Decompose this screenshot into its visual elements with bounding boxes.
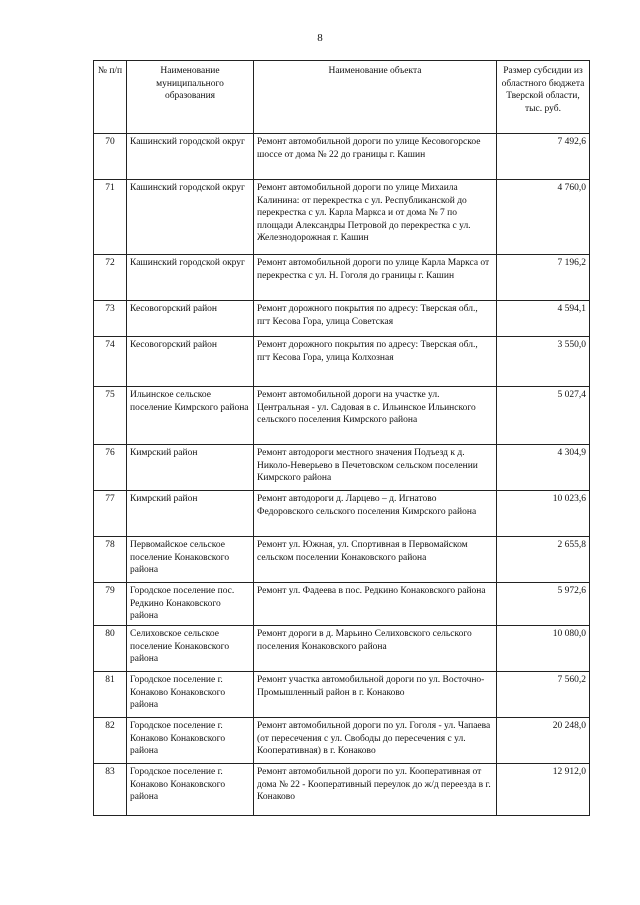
row-number: 77 xyxy=(94,491,127,537)
row-amount: 20 248,0 xyxy=(497,718,590,764)
table-row xyxy=(94,387,590,445)
row-municipality: Первомайское сельское поселение Конаковского района xyxy=(127,537,254,583)
row-municipality: Городское поселение г. Конаково Конаковского района xyxy=(127,764,254,816)
row-object: Ремонт автомобильной дороги по улице Кесовогорское шоссе от дома № 22 до границы г. Кашин xyxy=(254,134,497,180)
table-header xyxy=(94,61,590,134)
table-row xyxy=(94,764,590,816)
row-amount: 7 492,6 xyxy=(497,134,590,180)
row-amount: 5 972,6 xyxy=(497,583,590,626)
row-amount: 5 027,4 xyxy=(497,387,590,445)
row-number: 71 xyxy=(94,180,127,255)
row-number: 74 xyxy=(94,337,127,387)
row-amount: 3 550,0 xyxy=(497,337,590,387)
row-object: Ремонт участка автомобильной дороги по ул. Восточно-Промышленный район в г. Конаково xyxy=(254,672,497,718)
row-number: 70 xyxy=(94,134,127,180)
header-amount: Размер субсидии из областного бюджета Тверской области, тыс. руб. xyxy=(497,61,590,134)
row-municipality: Городское поселение г. Конаково Конаковского района xyxy=(127,672,254,718)
table-row xyxy=(94,337,590,387)
row-object: Ремонт дороги в д. Марьино Селиховского сельского поселения Конаковского района xyxy=(254,626,497,672)
row-number: 82 xyxy=(94,718,127,764)
row-object: Ремонт ул. Южная, ул. Спортивная в Первомайском сельском поселении Конаковского района xyxy=(254,537,497,583)
row-municipality: Кимрский район xyxy=(127,491,254,537)
row-amount: 7 196,2 xyxy=(497,255,590,301)
row-number: 78 xyxy=(94,537,127,583)
row-amount: 10 080,0 xyxy=(497,626,590,672)
row-number: 73 xyxy=(94,301,127,337)
row-municipality: Кашинский городской округ xyxy=(127,255,254,301)
row-municipality: Кимрский район xyxy=(127,445,254,491)
table-body xyxy=(94,134,590,816)
table-row xyxy=(94,626,590,672)
row-amount: 4 594,1 xyxy=(497,301,590,337)
table-row xyxy=(94,672,590,718)
header-number: № п/п xyxy=(94,61,127,134)
table-row xyxy=(94,180,590,255)
row-amount: 10 023,6 xyxy=(497,491,590,537)
row-object: Ремонт автомобильной дороги по улице Михаила Калинина: от перекрестка с ул. Республиканской до перекрестка с ул. Карла Маркса и от дома № 7 по площади Александры Петровой до перекрестка с ул. Железнодорожная г. Кашин xyxy=(254,180,497,255)
header-row xyxy=(94,61,590,134)
header-object: Наименование объекта xyxy=(254,61,497,134)
row-object: Ремонт автодороги д. Ларцево – д. Игнатово Федоровского сельского поселения Кимрского района xyxy=(254,491,497,537)
row-number: 79 xyxy=(94,583,127,626)
row-number: 76 xyxy=(94,445,127,491)
row-municipality: Кесовогорский район xyxy=(127,301,254,337)
table-row xyxy=(94,134,590,180)
table-row xyxy=(94,491,590,537)
table-row xyxy=(94,255,590,301)
row-amount: 12 912,0 xyxy=(497,764,590,816)
row-amount: 4 760,0 xyxy=(497,180,590,255)
row-object: Ремонт дорожного покрытия по адресу: Тверская обл., пгт Кесова Гора, улица Колхозная xyxy=(254,337,497,387)
row-municipality: Городское поселение пос. Редкино Конаковского района xyxy=(127,583,254,626)
table-row xyxy=(94,537,590,583)
header-municipality: Наименование муниципального образования xyxy=(127,61,254,134)
subsidy-table xyxy=(93,60,590,816)
row-municipality: Селиховское сельское поселение Конаковского района xyxy=(127,626,254,672)
row-number: 75 xyxy=(94,387,127,445)
table-row xyxy=(94,445,590,491)
row-object: Ремонт автомобильной дороги по ул. Гоголя - ул. Чапаева (от пересечения с ул. Свободы до пересечения с ул. Кооперативная) в г. Конаково xyxy=(254,718,497,764)
row-amount: 2 655,8 xyxy=(497,537,590,583)
table-row xyxy=(94,583,590,626)
row-number: 81 xyxy=(94,672,127,718)
row-amount: 7 560,2 xyxy=(497,672,590,718)
table-row xyxy=(94,718,590,764)
row-object: Ремонт автомобильной дороги по улице Карла Маркса от перекрестка с ул. Н. Гоголя до границы г. Кашин xyxy=(254,255,497,301)
row-municipality: Кесовогорский район xyxy=(127,337,254,387)
row-amount: 4 304,9 xyxy=(497,445,590,491)
row-municipality: Ильинское сельское поселение Кимрского района xyxy=(127,387,254,445)
row-object: Ремонт автомобильной дороги на участке ул. Центральная - ул. Садовая в с. Ильинское Ильинского сельского поселения Кимрского района xyxy=(254,387,497,445)
row-number: 83 xyxy=(94,764,127,816)
row-municipality: Кашинский городской округ xyxy=(127,134,254,180)
page-number: 8 xyxy=(317,32,323,44)
row-object: Ремонт автомобильной дороги по ул. Кооперативная от дома № 22 - Кооперативный переулок до ж/д переезда в г. Конаково xyxy=(254,764,497,816)
row-object: Ремонт дорожного покрытия по адресу: Тверская обл., пгт Кесова Гора, улица Советская xyxy=(254,301,497,337)
row-object: Ремонт автодороги местного значения Подъезд к д. Николо-Неверьево в Печетовском сельском поселении Кимрского района xyxy=(254,445,497,491)
row-object: Ремонт ул. Фадеева в пос. Редкино Конаковского района xyxy=(254,583,497,626)
row-number: 72 xyxy=(94,255,127,301)
row-number: 80 xyxy=(94,626,127,672)
row-municipality: Городское поселение г. Конаково Конаковского района xyxy=(127,718,254,764)
row-municipality: Кашинский городской округ xyxy=(127,180,254,255)
table-row xyxy=(94,301,590,337)
